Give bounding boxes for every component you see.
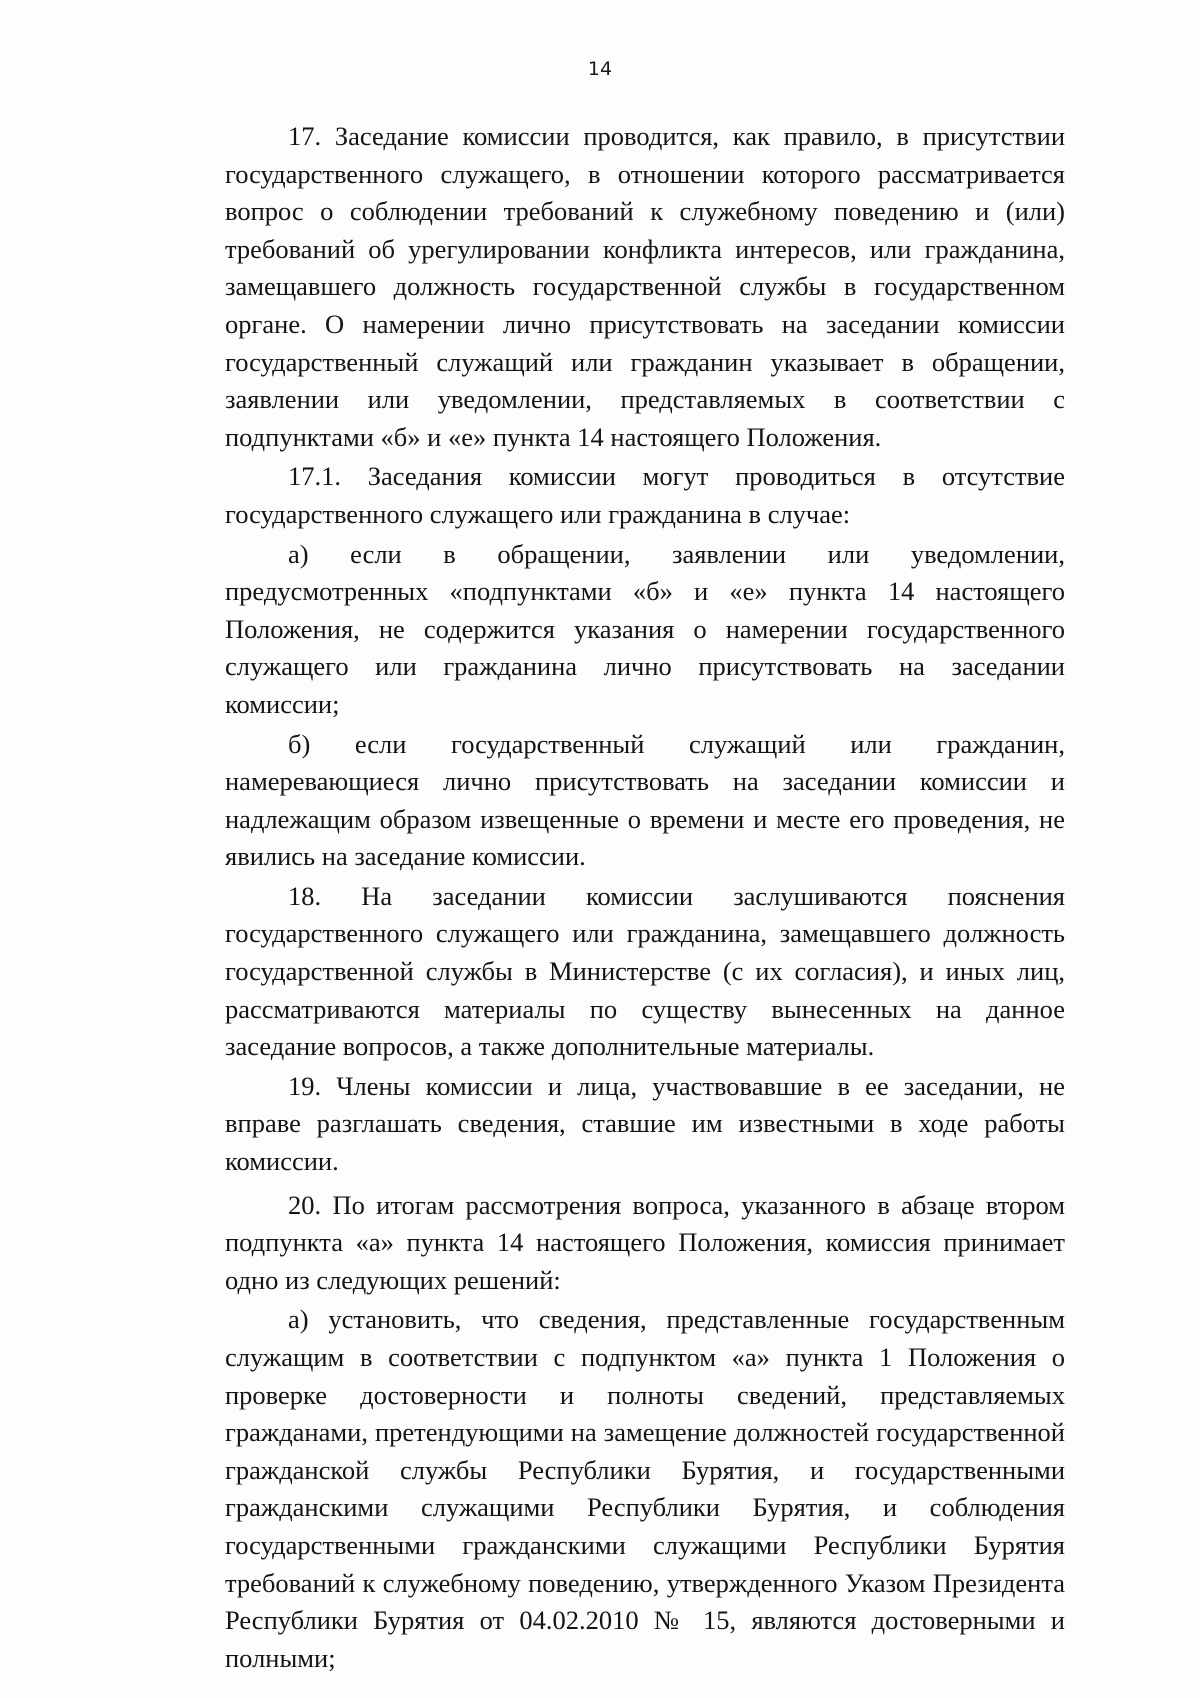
paragraph-18: 18. На заседании комиссии заслушиваются пояснения государственного служащего или гражданина, замещавшего должность государственной службы в Министерстве (с их согласия), и иных лиц, рассматриваются материалы по существу вынесенных на данное заседание вопросов, а также дополнительные материалы. [225,880,1065,1062]
paragraph-17: 17. Заседание комиссии проводится, как правило, в присутствии государственного служащего, в отношении которого рассматривается вопрос о соблюдении требований к служебному поведению и (или) требований об урегулировании конфликта интересов, или гражданина, замещавшего должность государственной службы в государственном органе. О намерении лично присутствовать на заседании комиссии государственный служащий или гражданин указывает в обращении, заявлении или уведомлении, представляемых в соответствии с подпунктами «б» и «е» пункта 14 настоящего Положения. [225,121,1065,452]
document-body [225,118,1065,1679]
page-number: 14 [587,58,613,80]
paragraph-20: 20. По итогам рассмотрения вопроса, указанного в абзаце втором подпункта «а» пункта 14 настоящего Положения, комиссия принимает одно из следующих решений: [225,1189,1065,1295]
paragraph-17-1-a: а) если в обращении, заявлении или уведомлении, предусмотренных «подпунктами «б» и «е» пункта 14 настоящего Положения, не содержится указания о намерении государственного служащего или гражданина лично присутствовать на заседании комиссии; [225,538,1065,719]
paragraph-17-1: 17.1. Заседания комиссии могут проводиться в отсутствие государственного служащего или гражданина в случае: [225,461,1065,529]
paragraph-19: 19. Члены комиссии и лица, участвовавшие в ее заседании, не вправе разглашать сведения, ставшие им известными в ходе работы комиссии. [225,1070,1065,1177]
paragraph-17-1-b: б) если государственный служащий или гражданин, намеревающиеся лично присутствовать на заседании комиссии и надлежащим образом извещенные о времени и месте его проведения, не явились на заседание комиссии. [225,728,1065,872]
paragraph-20-a: а) установить, что сведения, представленные государственным служащим в соответствии с подпунктом «а» пункта 1 Положения о проверке достоверности и полноты сведений, представляемых гражданами, претендующими на замещение должностей государственной гражданской службы Республики Бурятия, и государственными гражданскими служащими Республики Бурятия, и соблюдения государственными гражданскими служащими Республики Бурятия требований к служебному поведению, утвержденного Указом Президента Республики Бурятия от 04.02.2010 № 15, являются достоверными и полными; [225,1304,1065,1673]
